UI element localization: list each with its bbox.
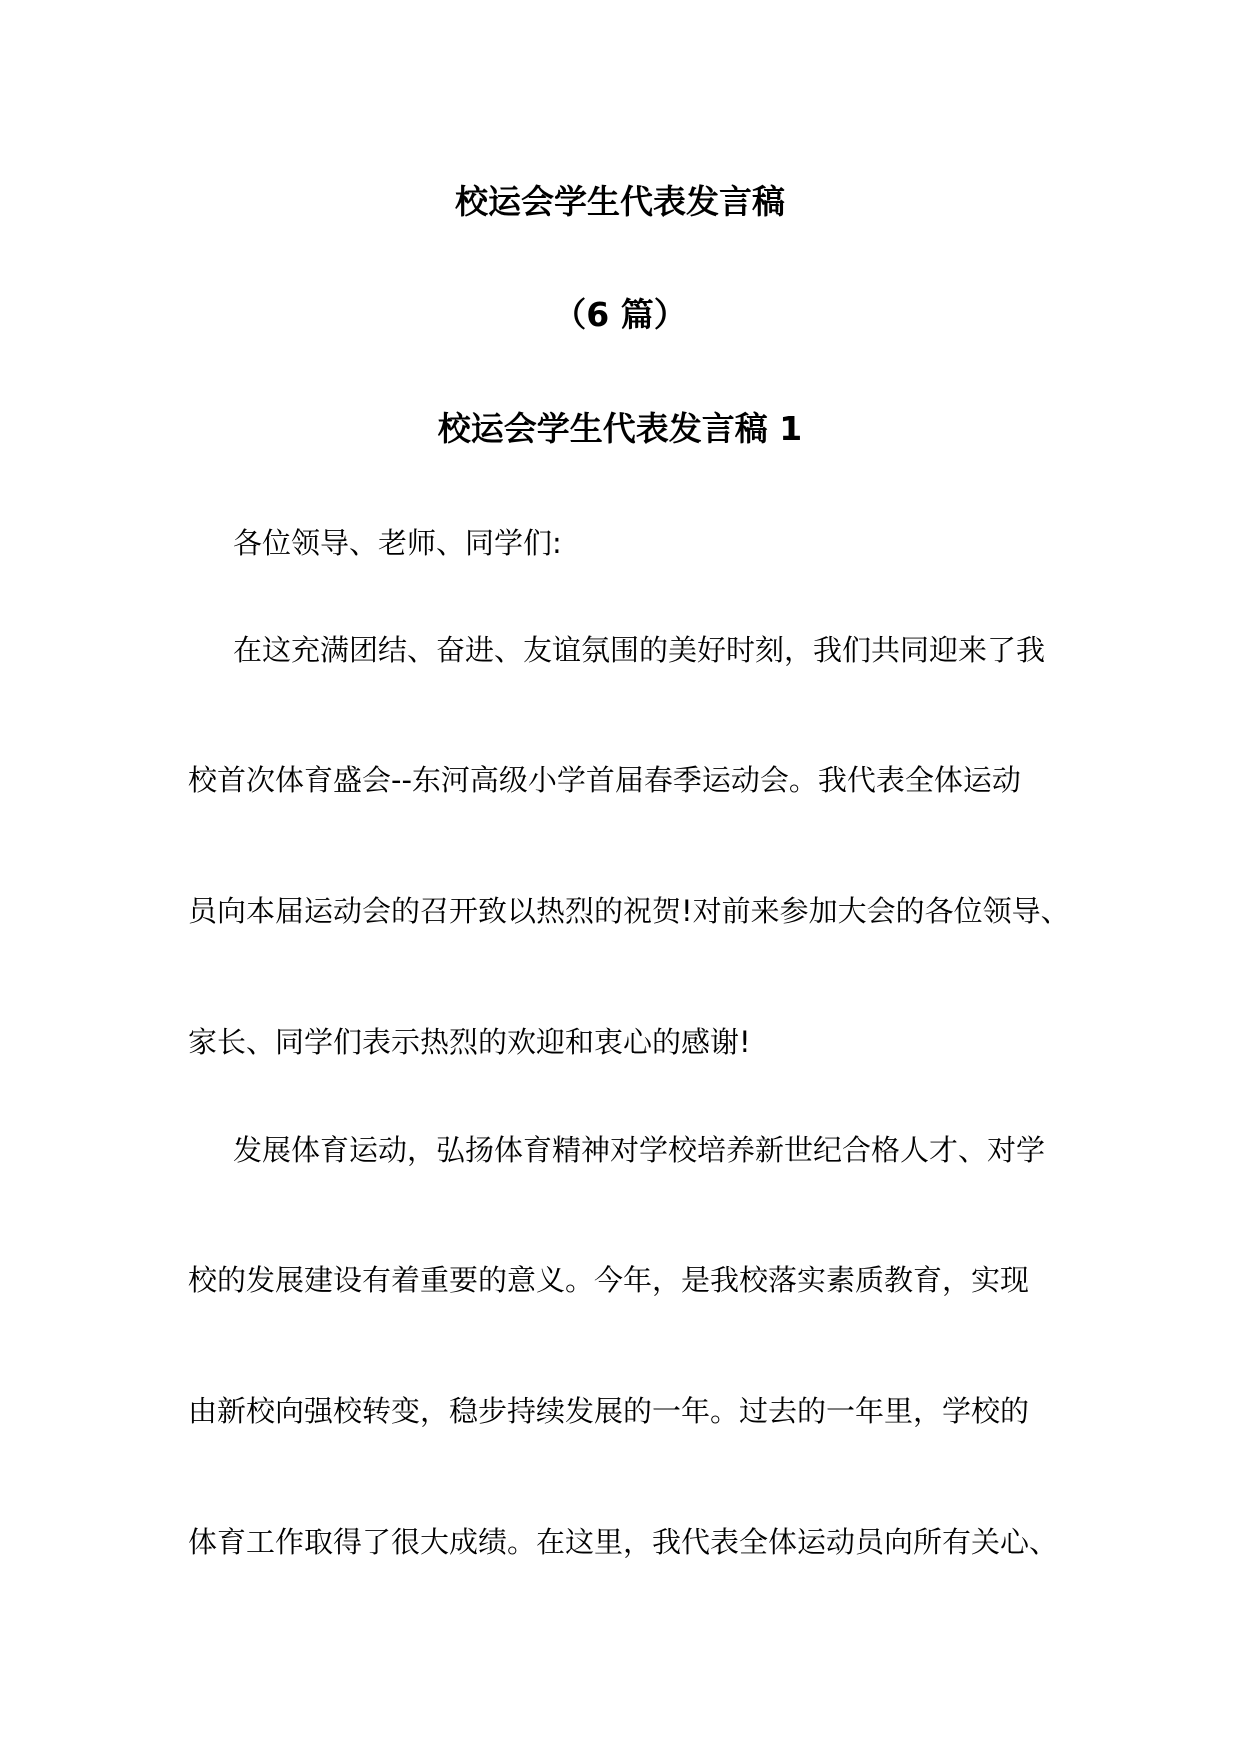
paragraph-line: 体育工作取得了很大成绩。在这里，我代表全体运动员向所有关心、	[188, 1525, 1059, 1559]
paragraph-line: 发展体育运动，弘扬体育精神对学校培养新世纪合格人才、对学	[233, 1133, 1046, 1167]
section-heading: 校运会学生代表发言稿 1	[437, 409, 803, 448]
paragraph-line: 校首次体育盛会--东河高级小学首届春季运动会。我代表全体运动	[188, 763, 1021, 797]
paragraph-line: 在这充满团结、奋进、友谊氛围的美好时刻，我们共同迎来了我	[233, 633, 1046, 667]
paragraph-line: 员向本届运动会的召开致以热烈的祝贺!对前来参加大会的各位领导、	[188, 894, 1070, 928]
paragraph-line: 各位领导、老师、同学们:	[233, 526, 562, 560]
paragraph-line: 由新校向强校转变，稳步持续发展的一年。过去的一年里，学校的	[188, 1394, 1030, 1428]
paragraph-line: 家长、同学们表示热烈的欢迎和衷心的感谢!	[188, 1025, 751, 1059]
document-title: 校运会学生代表发言稿	[455, 182, 785, 221]
document-subtitle: （6 篇）	[553, 295, 687, 334]
paragraph-line: 校的发展建设有着重要的意义。今年，是我校落实素质教育，实现	[188, 1263, 1030, 1297]
